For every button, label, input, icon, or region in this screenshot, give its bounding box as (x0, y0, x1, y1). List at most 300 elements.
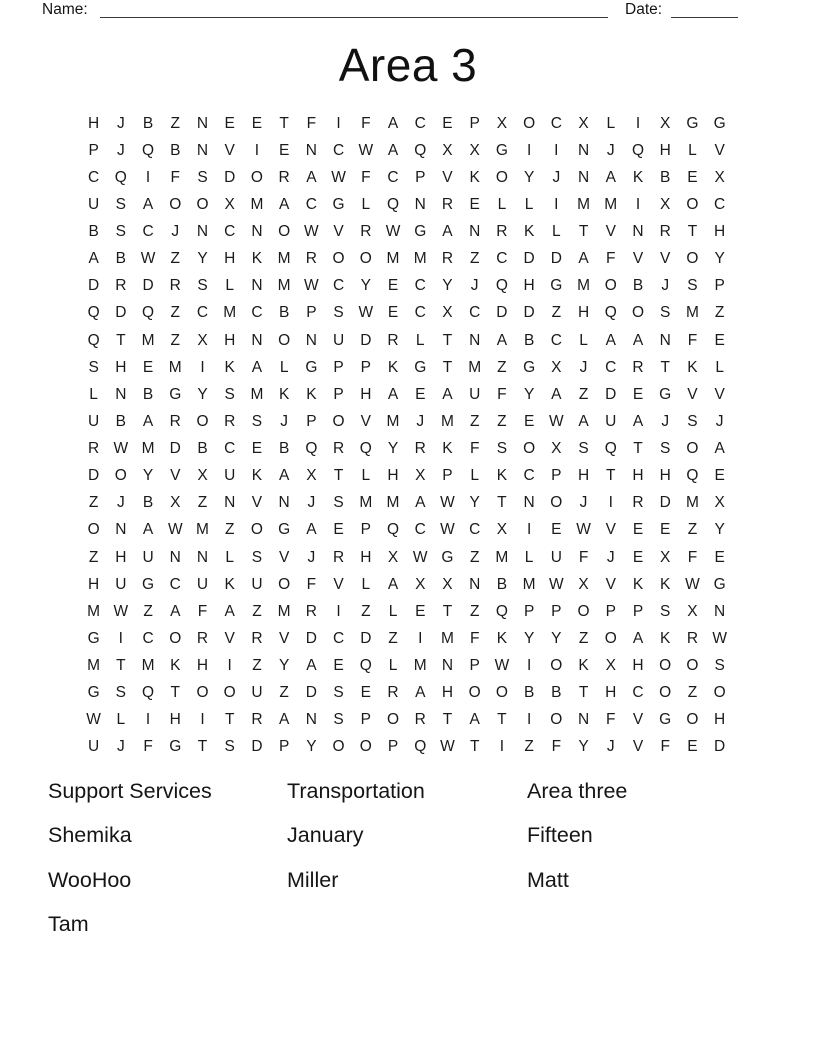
grid-letter: N (251, 277, 263, 295)
grid-letter: H (632, 657, 644, 675)
grid-letter: B (660, 168, 671, 186)
grid-letter: A (714, 440, 725, 458)
grid-letter: G (332, 195, 345, 213)
grid-letter: A (578, 412, 589, 430)
grid-letter: U (224, 467, 236, 485)
grid-letter: E (251, 114, 263, 132)
grid-letter: S (660, 440, 671, 458)
grid-letter: M (386, 412, 400, 430)
grid-letter: O (550, 494, 563, 512)
grid-letter: Y (578, 738, 589, 756)
grid-letter: X (387, 548, 399, 566)
grid-letter: O (250, 521, 263, 539)
grid-letter: F (469, 629, 480, 647)
grid-letter: Z (469, 548, 480, 566)
grid-letter: W (140, 250, 156, 268)
grid-letter: B (523, 684, 535, 702)
grid-letter: Z (714, 304, 725, 322)
grid-letter: P (714, 277, 725, 295)
grid-letter: P (415, 168, 426, 186)
grid-letter: I (145, 168, 151, 186)
grid-letter: N (305, 331, 317, 349)
grid-letter: K (632, 575, 644, 593)
grid-letter: I (200, 358, 205, 376)
grid-letter: O (359, 738, 372, 756)
grid-letter: S (251, 548, 263, 566)
grid-letter: R (196, 629, 209, 647)
grid-letter: B (142, 385, 154, 403)
grid-letter: Z (88, 548, 99, 566)
name-label: Name: (42, 1, 88, 18)
grid-letter: R (332, 548, 345, 566)
grid-letter: X (442, 141, 453, 159)
grid-letter: L (361, 467, 371, 485)
grid-letter: N (251, 331, 263, 349)
grid-letter: E (714, 548, 725, 566)
grid-letter: N (469, 575, 481, 593)
grid-letter: C (169, 575, 181, 593)
grid-letter: A (632, 331, 644, 349)
grid-letter: N (469, 223, 481, 241)
date-label: Date: (625, 1, 663, 18)
grid-letter: Q (87, 331, 100, 349)
grid-letter: A (306, 168, 317, 186)
grid-letter: H (659, 467, 671, 485)
grid-letter: O (631, 304, 645, 322)
grid-letter: K (496, 467, 508, 485)
grid-letter: P (88, 141, 99, 159)
grid-letter: O (523, 114, 536, 132)
grid-letter: A (578, 250, 589, 268)
grid-letter: R (278, 168, 290, 186)
grid-letter: O (659, 657, 672, 675)
grid-letter: R (387, 684, 399, 702)
grid-letter: V (442, 168, 453, 186)
grid-letter: J (579, 358, 588, 376)
grid-letter: F (687, 548, 698, 566)
grid-letter: Z (143, 602, 153, 620)
grid-letter: F (687, 331, 698, 349)
grid-letter: U (605, 412, 617, 430)
grid-letter: E (387, 304, 399, 322)
grid-letter: V (605, 223, 616, 241)
word-list-item: Shemika (48, 823, 132, 848)
grid-letter: X (714, 494, 725, 512)
word-list-item: January (287, 823, 364, 848)
grid-letter: N (169, 548, 181, 566)
grid-letter: R (360, 223, 372, 241)
grid-letter: E (224, 114, 235, 132)
grid-letter: W (712, 629, 727, 647)
grid-letter: C (550, 114, 562, 132)
grid-letter: Q (142, 141, 155, 159)
grid-letter: V (605, 521, 616, 539)
grid-letter: G (441, 548, 454, 566)
grid-letter: T (279, 114, 289, 132)
grid-letter: A (469, 711, 480, 729)
grid-letter: M (87, 657, 101, 675)
grid-letter: U (196, 575, 209, 593)
grid-letter: S (197, 168, 208, 186)
grid-letter: B (88, 223, 99, 241)
grid-letter: C (305, 195, 317, 213)
letter-grid (80, 110, 733, 761)
grid-letter: X (469, 141, 480, 159)
grid-letter: M (141, 657, 155, 675)
grid-letter: H (659, 141, 671, 159)
grid-letter: J (307, 494, 316, 512)
grid-letter: W (358, 141, 374, 159)
grid-letter: A (251, 358, 263, 376)
grid-letter: G (713, 575, 726, 593)
grid-letter: K (278, 385, 290, 403)
grid-letter: A (605, 168, 616, 186)
grid-letter: A (88, 250, 99, 268)
grid-letter: J (171, 223, 180, 241)
grid-letter: W (385, 223, 401, 241)
grid-letter: U (88, 195, 100, 213)
grid-letter: G (550, 277, 563, 295)
grid-letter: E (632, 385, 644, 403)
grid-letter: V (333, 223, 344, 241)
grid-letter: W (440, 521, 455, 539)
grid-letter: O (196, 412, 209, 430)
grid-letter: H (196, 657, 209, 675)
grid-letter: F (551, 738, 562, 756)
grid-letter: I (608, 494, 613, 512)
grid-letter: X (170, 494, 181, 512)
grid-letter: V (632, 711, 644, 729)
grid-letter: W (86, 711, 101, 729)
grid-letter: V (333, 575, 344, 593)
grid-letter: E (360, 684, 371, 702)
grid-letter: O (169, 629, 182, 647)
grid-letter: J (661, 277, 670, 295)
grid-letter: H (387, 467, 399, 485)
grid-letter: Z (469, 602, 480, 620)
grid-letter: X (197, 331, 208, 349)
grid-letter: E (687, 168, 698, 186)
word-list-item: Tam (48, 912, 89, 937)
grid-letter: D (88, 467, 100, 485)
grid-letter: M (522, 575, 536, 593)
grid-letter: O (114, 467, 127, 485)
grid-letter: F (306, 114, 317, 132)
grid-letter: J (579, 494, 588, 512)
grid-letter: O (686, 711, 699, 729)
grid-letter: F (143, 738, 153, 756)
grid-letter: E (660, 521, 671, 539)
grid-letter: I (526, 521, 532, 539)
grid-letter: V (660, 250, 671, 268)
grid-letter: Y (714, 521, 725, 539)
grid-letter: Y (142, 467, 154, 485)
grid-letter: O (223, 684, 236, 702)
grid-letter: O (713, 684, 726, 702)
grid-letter: S (251, 412, 263, 430)
grid-letter: M (440, 412, 454, 430)
grid-letter: X (660, 195, 671, 213)
grid-letter: Z (469, 412, 480, 430)
grid-letter: H (577, 467, 590, 485)
grid-letter: E (442, 114, 453, 132)
grid-letter: L (388, 602, 398, 620)
grid-letter: X (605, 657, 616, 675)
grid-letter: R (659, 223, 671, 241)
grid-letter: Y (278, 657, 290, 675)
grid-letter: L (606, 114, 616, 132)
grid-letter: L (524, 195, 534, 213)
grid-letter: F (361, 114, 371, 132)
grid-letter: V (714, 141, 725, 159)
grid-letter: M (413, 657, 427, 675)
grid-letter: O (196, 684, 209, 702)
grid-letter: W (549, 412, 564, 430)
grid-letter: T (578, 684, 589, 702)
grid-letter: K (660, 629, 671, 647)
grid-letter: W (685, 575, 700, 593)
grid-letter: G (169, 738, 182, 756)
grid-letter: R (305, 250, 317, 268)
grid-letter: S (224, 738, 235, 756)
grid-letter: O (468, 684, 481, 702)
grid-letter: L (524, 548, 534, 566)
grid-letter: G (495, 141, 508, 159)
grid-letter: E (415, 385, 426, 403)
grid-letter: M (577, 195, 590, 213)
grid-letter: C (523, 467, 535, 485)
grid-letter: N (224, 494, 236, 512)
grid-letter: N (714, 602, 726, 620)
grid-letter: A (278, 467, 290, 485)
grid-letter: I (526, 141, 532, 159)
grid-letter: A (142, 412, 154, 430)
grid-letter: T (606, 467, 616, 485)
grid-letter: A (142, 521, 154, 539)
grid-letter: A (496, 331, 508, 349)
grid-letter: X (442, 304, 453, 322)
grid-letter: P (306, 412, 317, 430)
grid-letter: H (441, 684, 454, 702)
grid-letter: R (169, 412, 181, 430)
grid-letter: H (224, 331, 236, 349)
grid-letter: D (142, 277, 154, 295)
grid-letter: E (251, 440, 263, 458)
grid-letter: E (142, 358, 154, 376)
grid-letter: W (304, 223, 319, 241)
grid-letter: Y (387, 440, 399, 458)
grid-letter: T (497, 494, 507, 512)
grid-letter: G (87, 629, 100, 647)
grid-letter: B (115, 412, 126, 430)
grid-letter: I (336, 114, 341, 132)
grid-letter: Q (604, 304, 617, 322)
grid-letter: P (551, 602, 562, 620)
grid-letter: U (469, 385, 481, 403)
grid-letter: G (278, 521, 291, 539)
grid-letter: Z (170, 250, 180, 268)
grid-letter: Y (306, 738, 317, 756)
grid-letter: Q (414, 738, 427, 756)
grid-letter: A (605, 331, 616, 349)
word-list-item: Fifteen (527, 823, 593, 848)
grid-letter: M (277, 277, 291, 295)
grid-letter: J (606, 141, 615, 159)
grid-letter: Z (578, 385, 589, 403)
grid-letter: T (170, 684, 180, 702)
grid-letter: L (279, 358, 289, 376)
grid-letter: A (442, 385, 453, 403)
word-list-item: Miller (287, 867, 339, 892)
grid-letter: S (197, 277, 208, 295)
grid-letter: W (113, 440, 129, 458)
grid-letter: X (714, 168, 725, 186)
grid-letter: I (227, 657, 232, 675)
grid-letter: Q (495, 602, 508, 620)
grid-letter: N (196, 548, 209, 566)
grid-letter: S (660, 304, 671, 322)
grid-letter: N (577, 141, 590, 159)
grid-letter: J (606, 548, 615, 566)
grid-letter: L (361, 195, 371, 213)
grid-letter: V (632, 738, 644, 756)
grid-letter: Y (442, 277, 453, 295)
grid-letter: P (469, 114, 480, 132)
grid-letter: Y (714, 250, 725, 268)
grid-letter: E (714, 331, 725, 349)
grid-letter: J (661, 412, 670, 430)
grid-letter: H (224, 250, 236, 268)
grid-letter: L (89, 385, 98, 403)
grid-letter: H (605, 684, 617, 702)
grid-letter: A (170, 602, 181, 620)
grid-letter: G (713, 114, 726, 132)
grid-letter: I (526, 657, 532, 675)
grid-letter: X (687, 602, 698, 620)
grid-letter: O (169, 195, 182, 213)
grid-letter: V (687, 385, 698, 403)
grid-letter: F (197, 602, 208, 620)
grid-letter: I (145, 711, 151, 729)
grid-letter: G (523, 358, 536, 376)
grid-letter: G (142, 575, 155, 593)
grid-letter: A (632, 629, 644, 647)
grid-letter: O (278, 575, 291, 593)
grid-letter: N (115, 385, 127, 403)
grid-letter: L (388, 657, 398, 675)
grid-letter: R (686, 629, 699, 647)
grid-letter: M (250, 195, 264, 213)
grid-letter: E (278, 141, 290, 159)
grid-letter: M (577, 277, 590, 295)
grid-letter: M (141, 331, 155, 349)
word-list-item: Transportation (287, 779, 425, 803)
grid-letter: H (523, 277, 535, 295)
grid-letter: N (523, 494, 535, 512)
grid-letter: U (251, 575, 263, 593)
grid-letter: O (659, 684, 672, 702)
grid-letter: S (224, 385, 235, 403)
grid-letter: K (251, 250, 263, 268)
grid-letter: W (304, 277, 319, 295)
grid-letter: H (577, 304, 590, 322)
grid-letter: X (224, 195, 235, 213)
grid-letter: R (88, 440, 100, 458)
grid-letter: D (550, 250, 562, 268)
grid-letter: Y (197, 385, 208, 403)
grid-letter: L (116, 711, 126, 729)
grid-letter: R (414, 440, 426, 458)
grid-letter: E (333, 657, 344, 675)
grid-letter: Q (386, 521, 400, 539)
grid-letter: W (412, 548, 428, 566)
grid-letter: G (169, 385, 182, 403)
grid-letter: C (142, 629, 154, 647)
grid-letter: M (495, 548, 509, 566)
grid-letter: O (250, 168, 263, 186)
grid-letter: K (442, 440, 453, 458)
grid-letter: O (686, 250, 699, 268)
date-blank-line (671, 0, 738, 18)
grid-letter: N (115, 521, 127, 539)
grid-letter: S (687, 277, 698, 295)
grid-letter: M (141, 440, 155, 458)
grid-letter: C (142, 223, 154, 241)
grid-letter: C (332, 629, 345, 647)
grid-letter: B (632, 277, 644, 295)
grid-letter: D (714, 738, 726, 756)
grid-letter: I (254, 141, 260, 159)
grid-letter: V (251, 494, 263, 512)
grid-letter: K (632, 168, 644, 186)
grid-letter: M (359, 494, 373, 512)
grid-letter: T (116, 331, 126, 349)
grid-letter: I (635, 114, 641, 132)
grid-letter: X (660, 548, 671, 566)
grid-letter: F (306, 575, 317, 593)
grid-letter: O (523, 440, 536, 458)
grid-letter: V (714, 385, 725, 403)
grid-letter: F (578, 548, 589, 566)
grid-letter: U (332, 331, 345, 349)
grid-letter: S (115, 195, 126, 213)
grid-letter: G (414, 358, 427, 376)
grid-letter: Z (197, 494, 208, 512)
grid-letter: P (333, 385, 344, 403)
grid-letter: P (360, 711, 371, 729)
grid-letter: K (687, 358, 698, 376)
grid-letter: C (414, 277, 426, 295)
grid-letter: W (331, 168, 346, 186)
grid-letter: H (115, 548, 127, 566)
grid-letter: Q (87, 304, 100, 322)
grid-letter: W (576, 521, 591, 539)
grid-letter: X (415, 575, 426, 593)
grid-letter: B (278, 440, 290, 458)
grid-letter: F (497, 385, 507, 403)
grid-letter: O (87, 521, 100, 539)
grid-letter: H (360, 548, 372, 566)
grid-letter: M (604, 195, 618, 213)
grid-letter: N (278, 494, 290, 512)
grid-letter: K (251, 467, 263, 485)
grid-letter: A (278, 195, 290, 213)
grid-letter: U (88, 412, 100, 430)
grid-letter: T (224, 711, 235, 729)
grid-letter: F (606, 711, 616, 729)
grid-letter: N (577, 168, 590, 186)
grid-letter: E (469, 195, 480, 213)
